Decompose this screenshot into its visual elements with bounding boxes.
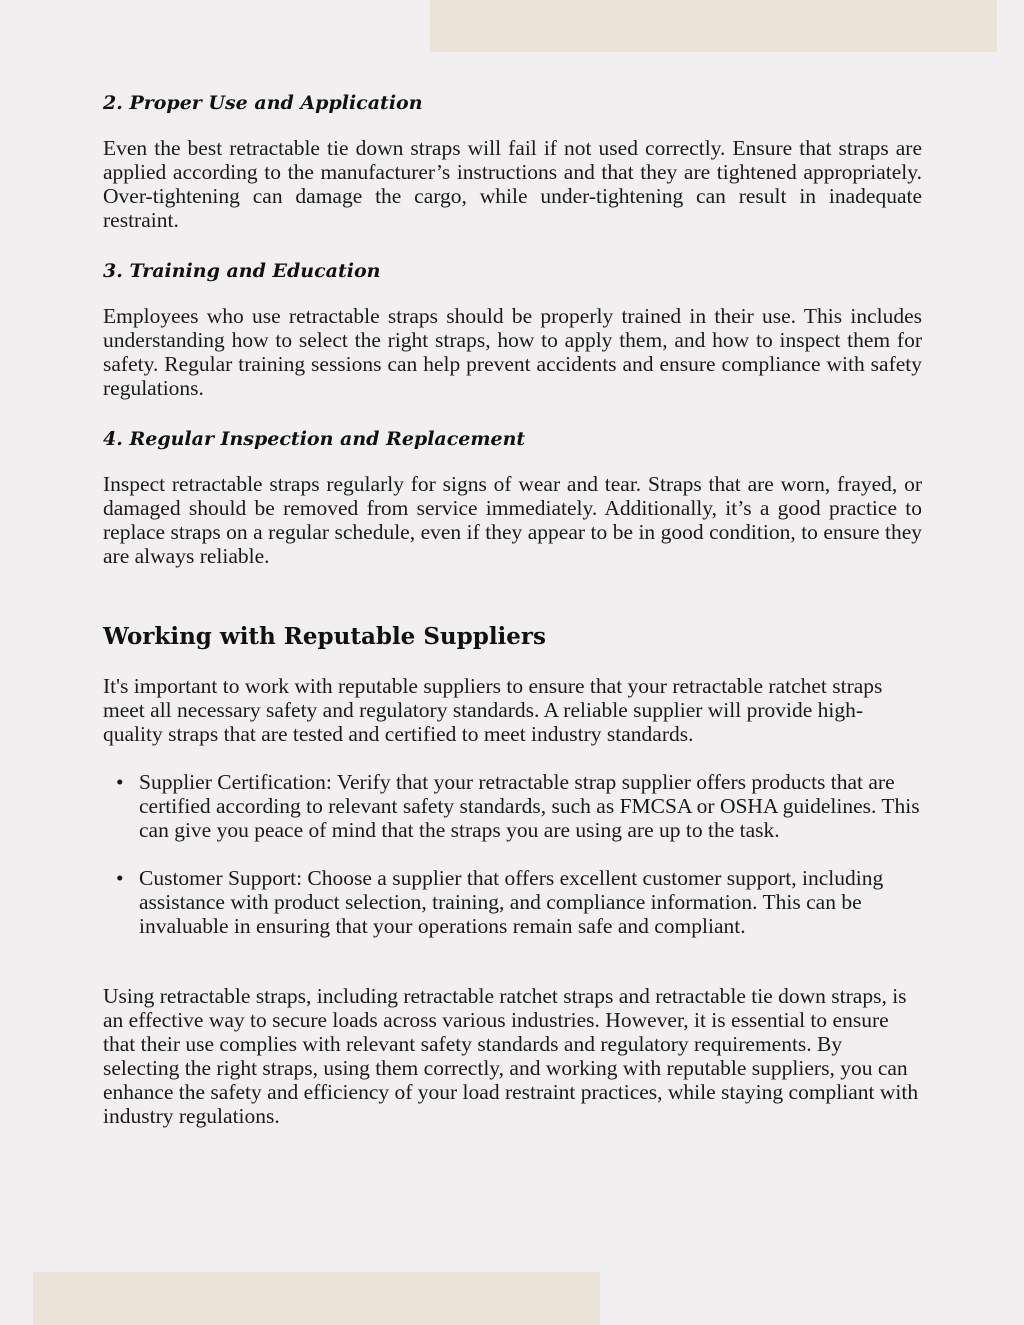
bullet-text: Customer Support: Choose a supplier that offers excellent customer support, including assistance with product selection, training, and compliance information. This can be invaluable in ensuring that your operations remain safe and compliant.	[139, 866, 884, 938]
section-paragraph: Employees who use retractable straps should be properly trained in their use. This includes understanding how to select the right straps, how to apply them, and how to inspect them for safety. Regular training sessions can help prevent accidents and ensure compliance with safety regulations.	[103, 304, 922, 400]
suppliers-title: Working with Reputable Suppliers	[103, 623, 546, 650]
section-training	[103, 256, 922, 400]
section-paragraph: Inspect retractable straps regularly for signs of wear and tear. Straps that are worn, frayed, or damaged should be removed from service immediately. Additionally, it’s a good practice to replace straps on a regular schedule, even if they appear to be in good condition, to ensure they are always reliable.	[103, 472, 922, 568]
suppliers-bullet-list	[103, 770, 922, 938]
section-paragraph: Even the best retractable tie down straps will fail if not used correctly. Ensure that straps are applied according to the manufacturer’s instructions and that they are tightened appropriately. Over-tightening can damage the cargo, while under-tightening can result in inadequate restraint.	[103, 136, 922, 232]
section-heading: 4. Regular Inspection and Replacement	[103, 428, 526, 450]
bullet-icon: •	[116, 770, 124, 794]
section-heading: 3. Training and Education	[103, 260, 381, 282]
list-item	[103, 770, 922, 842]
section-heading: 2. Proper Use and Application	[103, 92, 423, 114]
document-body	[103, 88, 922, 1152]
decorative-bottom-band	[33, 1272, 600, 1325]
section-proper-use	[103, 88, 922, 232]
conclusion-paragraph: Using retractable straps, including retractable ratchet straps and retractable tie down straps, is an effective way to secure loads across various industries. However, it is essential to ensure that their use complies with relevant safety standards and regulatory requirements. By selecting the right straps, using them correctly, and working with reputable suppliers, you can enhance the safety and efficiency of your load restraint practices, while staying compliant with industry regulations.	[103, 984, 919, 1128]
suppliers-intro: It's important to work with reputable suppliers to ensure that your retractable ratchet straps meet all necessary safety and regulatory standards. A reliable supplier will provide high-quality straps that are tested and certified to meet industry standards.	[103, 674, 883, 746]
list-item	[103, 866, 922, 938]
bullet-text: Supplier Certification: Verify that your retractable strap supplier offers products that are certified according to relevant safety standards, such as FMCSA or OSHA guidelines. This can give you peace of mind that the straps you are using are up to the task.	[139, 770, 920, 842]
decorative-top-band	[430, 0, 997, 52]
bullet-icon: •	[116, 866, 124, 890]
section-inspection	[103, 424, 922, 568]
